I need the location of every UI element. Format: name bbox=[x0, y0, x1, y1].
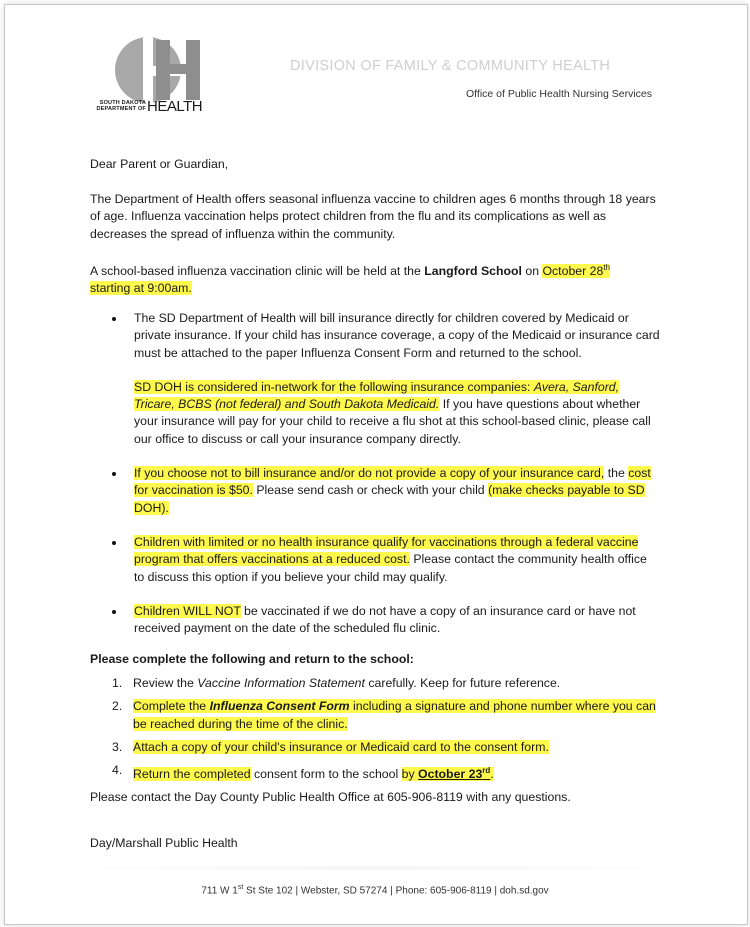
intro-paragraph: The Department of Health offers seasonal influenza vaccine to children ages 6 months through 18 years of age. Influenza vaccination helps protect children from the flu and its complications as well as decreases the spread of influenza within the community. bbox=[90, 192, 656, 241]
clinic-paragraph: A school-based influenza vaccination clinic will be held at the Langford School on October 28th starting at 9:00am. bbox=[90, 263, 610, 296]
list-item: If you choose not to bill insurance and/or do not provide a copy of your insurance card, the cost for vaccination is $50. Please send cash or check with your child (make checks payable to SD DOH). bbox=[90, 465, 660, 517]
contact-paragraph: Please contact the Day County Public Health Office at 605-906-8119 with any questions. bbox=[90, 790, 571, 804]
insurance-network-paragraph: SD DOH is considered in-network for the following insurance companies: Avera, Sanford, Tricare, BCBS (not federal) and South Dakota Medicaid. If you have questions about whether your insurance will pay for your child to receive a flu shot at this school-based clinic, please call our office to discuss or call your insurance company directly. bbox=[134, 379, 651, 446]
steps-heading: Please complete the following and return to the school: bbox=[90, 652, 414, 666]
logo-state-text: SOUTH DAKOTA DEPARTMENT OF bbox=[96, 100, 146, 112]
scan-artifact bbox=[90, 866, 660, 870]
footer-address: 711 W 1st St Ste 102 | Webster, SD 57274 | Phone: 605-906-8119 | doh.sd.gov bbox=[201, 884, 549, 897]
signature: Day/Marshall Public Health bbox=[90, 836, 238, 850]
logo-emblem-icon bbox=[86, 36, 206, 106]
office-subtitle: Office of Public Health Nursing Services bbox=[466, 88, 652, 100]
list-item: 2. Complete the Influenza Consent Form including a signature and phone number where you can be reached during the time of the clinic. bbox=[112, 699, 656, 731]
bullet-icon bbox=[112, 472, 116, 476]
list-item: 1. Review the Vaccine Information Statement carefully. Keep for future reference. bbox=[112, 676, 561, 690]
list-item: 4. Return the completed consent form to the school by October 23rd. bbox=[112, 763, 494, 782]
bullet-icon bbox=[112, 541, 116, 545]
bullet-icon bbox=[112, 610, 116, 614]
steps-list bbox=[90, 675, 660, 784]
sd-doh-logo bbox=[86, 36, 206, 118]
list-item: Children with limited or no health insurance qualify for vaccinations through a federal vaccine program that offers vaccinations at a reduced cost. Please contact the community health office to discuss this option if you believe your child may qualify. bbox=[90, 534, 660, 586]
salutation: Dear Parent or Guardian, bbox=[90, 157, 229, 171]
logo-health-text: HEALTH bbox=[147, 98, 203, 115]
info-bullets bbox=[90, 310, 660, 637]
list-item: 3. Attach a copy of your child's insurance or Medicaid card to the consent form. bbox=[112, 739, 549, 754]
bullet-icon bbox=[112, 317, 116, 321]
list-item: The SD Department of Health will bill insurance directly for children covered by Medicaid or private insurance. If your child has insurance coverage, a copy of the Medicaid or insurance card must be attached to the paper Influenza Consent Form and returned to the school. bbox=[90, 310, 660, 362]
list-item: Children WILL NOT be vaccinated if we do not have a copy of an insurance card or have not received payment on the date of the scheduled flu clinic. bbox=[90, 603, 660, 638]
division-title: DIVISION OF FAMILY & COMMUNITY HEALTH bbox=[290, 58, 611, 74]
